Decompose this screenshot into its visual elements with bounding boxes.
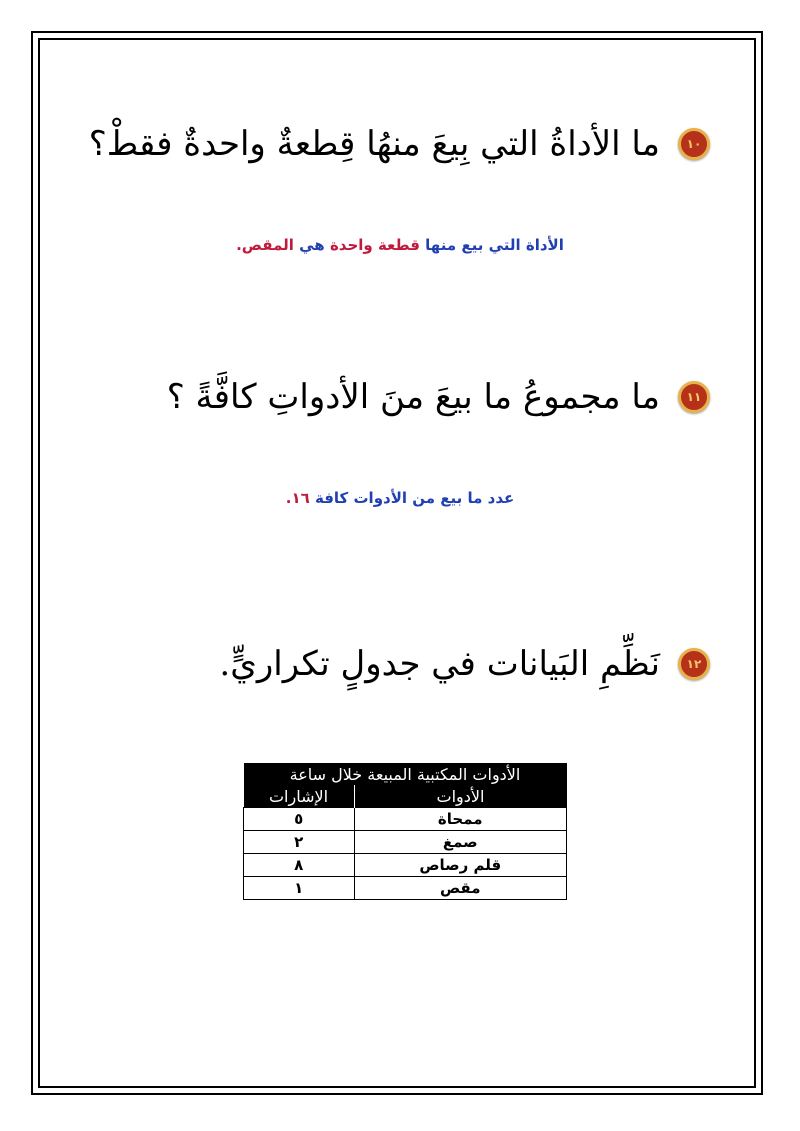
answer-text: عدد ما بيع من الأدوات كافة: [309, 489, 515, 507]
table-row: [244, 831, 567, 854]
answer-highlight: ١٦.: [285, 489, 310, 507]
answer-text: هي: [293, 236, 330, 254]
answer-11: [0, 489, 800, 507]
frequency-table: [243, 763, 567, 900]
page-border-inner: [38, 38, 756, 1088]
cell-marks: ٥: [244, 808, 355, 831]
column-header-tools: الأدوات: [354, 785, 567, 808]
table-title: الأدوات المكتبية المبيعة خلال ساعة: [244, 763, 567, 785]
answer-highlight: قطعة واحدة: [329, 236, 420, 254]
answer-10: [0, 236, 800, 254]
table-row: [244, 877, 567, 900]
cell-marks: ٨: [244, 854, 355, 877]
cell-tool: ممحاة: [354, 808, 567, 831]
cell-marks: ١: [244, 877, 355, 900]
question-10: [89, 124, 710, 164]
cell-marks: ٢: [244, 831, 355, 854]
answer-text: الأداة التي بيع منها: [419, 236, 564, 254]
question-text: ما مجموعُ ما بيعَ منَ الأدواتِ كافَّةً ؟: [166, 377, 660, 417]
answer-highlight: المقص.: [236, 236, 294, 254]
cell-tool: صمغ: [354, 831, 567, 854]
cell-tool: مقص: [354, 877, 567, 900]
question-12: [219, 644, 710, 684]
column-header-marks: الإشارات: [244, 785, 355, 808]
question-number-badge-icon: ١٢: [678, 648, 710, 680]
question-text: ما الأداةُ التي بِيعَ منهُا قِطعةٌ واحدةٌ فقطْ؟: [88, 124, 660, 164]
question-text: نَظِّمِ البَيانات في جدولٍ تكراريٍّ.: [219, 644, 660, 684]
table-row: [244, 808, 567, 831]
table-title-row: [244, 763, 567, 785]
question-number-badge-icon: ١١: [678, 381, 710, 413]
question-number-badge-icon: ١٠: [678, 128, 710, 160]
cell-tool: قلم رصاص: [354, 854, 567, 877]
question-11: [167, 377, 710, 417]
table-row: [244, 854, 567, 877]
table-header-row: [244, 785, 567, 808]
